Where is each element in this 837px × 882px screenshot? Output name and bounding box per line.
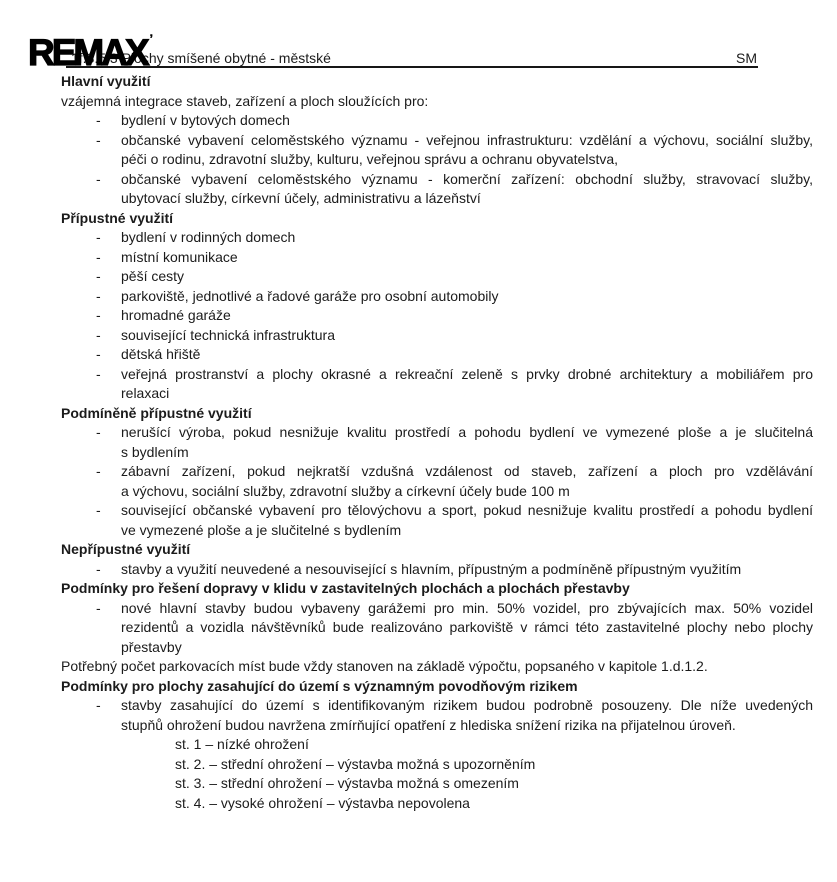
bullet-marker: - (96, 229, 101, 245)
list-item (61, 306, 813, 326)
text-line: místní komunikace (121, 248, 238, 265)
text-line: pěší cesty (121, 268, 185, 284)
text-line: související technická infrastruktura (121, 326, 335, 343)
bullet-marker: - (96, 326, 101, 343)
text-line: st. 2. – střední ohrožení – výstavba možná s upozorněním (175, 755, 536, 772)
section-title: 1f.3.5.3 Plochy smíšené obytné - městské (71, 50, 331, 66)
sub-list-item (61, 774, 813, 794)
text-line: zábavní zařízení, pokud nejkratší vzdušná vzdálenost od staveb, zařízení a ploch pro vzdělávání (121, 463, 813, 479)
text-line: relaxaci (121, 385, 170, 401)
text-lines (61, 209, 813, 229)
text-lines (61, 228, 813, 248)
list-item (61, 248, 813, 268)
list-item (61, 696, 813, 735)
document-body (61, 72, 813, 813)
bullet-marker: - (96, 346, 101, 362)
text-line: vzájemná integrace staveb, zařízení a ploch sloužících pro: (61, 92, 429, 109)
text-line: Potřebný počet parkovacích míst bude vždy stanoven na základě výpočtu, popsaného v kapitole 1.d.1.2. (61, 658, 708, 674)
list-item (61, 599, 813, 658)
text-line: Podmínky pro řešení dopravy v klidu v zastavitelných plochách a plochách přestavby (61, 580, 630, 596)
bullet-marker: - (96, 307, 101, 323)
sub-list-item (61, 735, 813, 755)
bullet-marker: - (96, 697, 101, 713)
text-line: stavby a využití neuvedené a nesouvisející s hlavním, přípustným a podmíněně přípustným využitím (121, 560, 742, 577)
text-lines (61, 306, 813, 326)
text-line: Podmíněně přípustné využití (61, 404, 252, 421)
text-lines (61, 365, 813, 404)
bullet-marker: - (96, 502, 101, 518)
text-line: veřejná prostranství a plochy okrasné a rekreační zeleně s prvky drobné architektury a mobiliářem pro (121, 365, 813, 382)
text-line: Přípustné využití (61, 209, 174, 226)
text-line: bydlení v rodinných domech (121, 229, 296, 245)
text-line: nerušící výroba, pokud nesnižuje kvalitu prostředí a pohodu bydlení ve vymezené ploše a je slučitelná (121, 424, 813, 440)
bullet-marker: - (96, 112, 101, 128)
list-item (61, 560, 813, 580)
text-line: nové hlavní stavby budou vybaveny garážemi pro min. 50% vozidel, pro zbývajících max. 50% vozidel (121, 599, 813, 616)
text-lines (61, 501, 813, 540)
text-lines (61, 345, 813, 365)
text-line: Hlavní využití (61, 73, 151, 89)
text-line: dětská hřiště (121, 346, 201, 362)
sub-list-item (61, 794, 813, 814)
text-lines (61, 794, 813, 814)
list-item (61, 287, 813, 307)
list-item (61, 501, 813, 540)
trademark-mark-icon: ’ (149, 32, 153, 46)
zone-code-label: SM (736, 50, 757, 66)
bullet-marker: - (96, 131, 101, 148)
text-line: stavby zasahující do území s identifikovaným rizikem budou podrobně posouzeny. Dle níže uvedených (121, 697, 813, 713)
list-item (61, 462, 813, 501)
text-line: občanské vybavení celoměstského významu - komerční zařízení: obchodní služby, stravovací služby, (121, 170, 813, 187)
text-lines (61, 657, 813, 677)
bullet-marker: - (96, 287, 101, 304)
text-line: Podmínky pro plochy zasahující do území s významným povodňovým rizikem (61, 677, 578, 694)
text-line: st. 4. – vysoké ohrožení – výstavba nepovolena (175, 794, 470, 811)
text-lines (61, 560, 813, 580)
section-heading (61, 540, 813, 560)
text-line: st. 3. – střední ohrožení – výstavba možná s omezením (175, 775, 519, 791)
text-lines (61, 131, 813, 170)
list-item (61, 423, 813, 462)
text-line: bydlení v bytových domech (121, 112, 290, 128)
text-line: hromadné garáže (121, 307, 231, 323)
bullet-marker: - (96, 268, 101, 284)
document-header (66, 47, 758, 68)
text-lines (61, 579, 813, 599)
text-lines (61, 287, 813, 307)
text-line: související občanské vybavení pro tělovýchovu a sport, pokud nesnižuje kvalitu prostředí a pohodu bydlení (121, 502, 813, 518)
text-lines (61, 111, 813, 131)
bullet-marker: - (96, 170, 101, 187)
text-lines (61, 735, 813, 755)
bullet-marker: - (96, 599, 101, 616)
list-item (61, 326, 813, 346)
text-lines (61, 599, 813, 658)
bullet-marker: - (96, 463, 101, 479)
text-lines (61, 248, 813, 268)
text-lines (61, 540, 813, 560)
section-heading (61, 579, 813, 599)
text-line: ve vymezené ploše a je slučitelné s bydlením (121, 521, 402, 538)
bullet-marker: - (96, 248, 101, 265)
text-line: ubytovací služby, církevní účely, administrativu a lázeňství (121, 190, 481, 206)
text-lines (61, 755, 813, 775)
list-item (61, 345, 813, 365)
section-heading (61, 72, 813, 92)
remax-logo (28, 22, 153, 73)
list-item (61, 365, 813, 404)
text-line: Nepřípustné využití (61, 541, 191, 557)
list-item (61, 131, 813, 170)
text-line: péči o rodinu, zdravotní služby, kulturu, veřejnou správu a ochranu obyvatelstva, (121, 151, 619, 167)
bullet-marker: - (96, 365, 101, 382)
text-lines (61, 72, 813, 92)
section-heading (61, 209, 813, 229)
text-lines (61, 267, 813, 287)
text-line: přestavby (121, 638, 182, 655)
text-lines (61, 404, 813, 424)
list-item (61, 111, 813, 131)
remax-logo-text: REMAX (28, 32, 147, 73)
bullet-marker: - (96, 560, 101, 577)
sub-list-item (61, 755, 813, 775)
text-lines (61, 696, 813, 735)
text-lines (61, 423, 813, 462)
list-item (61, 170, 813, 209)
list-item (61, 228, 813, 248)
paragraph (61, 92, 813, 112)
text-lines (61, 462, 813, 501)
text-line: st. 1 – nízké ohrožení (175, 736, 309, 752)
section-heading (61, 404, 813, 424)
section-heading (61, 677, 813, 697)
text-lines (61, 774, 813, 794)
text-line: stupňů ohrožení budou navržena zmírňující opatření z hlediska snížení rizika na přijatelnou úroveň. (121, 716, 736, 733)
list-item (61, 267, 813, 287)
text-lines (61, 677, 813, 697)
text-lines (61, 92, 813, 112)
text-line: rezidentů a vozidla návštěvníků bude realizováno parkoviště v rámci této zastavitelné plochy nebo plochy (121, 619, 813, 635)
paragraph (61, 657, 813, 677)
text-line: s bydlením (121, 443, 189, 460)
text-lines (61, 170, 813, 209)
text-lines (61, 326, 813, 346)
text-line: občanské vybavení celoměstského významu - veřejnou infrastrukturu: vzdělání a výchovu, sociální služby, (121, 131, 813, 148)
bullet-marker: - (96, 424, 101, 440)
text-line: a výchovu, sociální služby, zdravotní služby a církevní účely bude 100 m (121, 482, 570, 499)
text-line: parkoviště, jednotlivé a řadové garáže pro osobní automobily (121, 287, 499, 304)
